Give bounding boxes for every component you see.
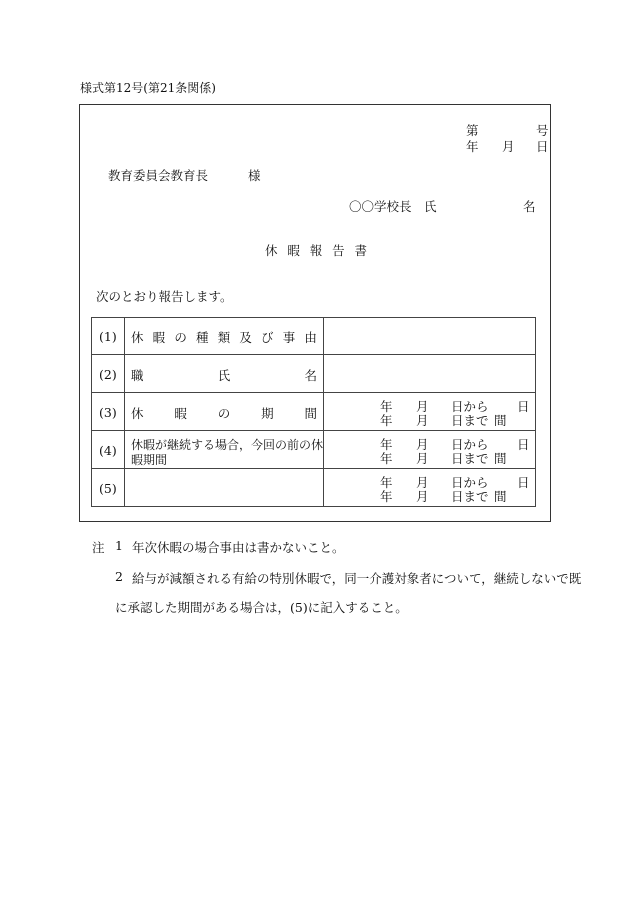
label-char: 暇 — [152, 330, 166, 345]
row-label-previous-period-line2: 暇期間 — [131, 453, 168, 467]
row-number: (5) — [99, 481, 117, 496]
label-char: 期 — [261, 406, 274, 421]
period-until: 日まで — [451, 451, 489, 466]
note-prefix: 注 — [92, 540, 105, 555]
period-day: 日 — [517, 437, 530, 452]
period-year: 年 — [380, 489, 393, 504]
period-year: 年 — [380, 451, 393, 466]
period-month: 月 — [416, 437, 429, 452]
period-month: 月 — [416, 399, 429, 414]
addressee-sama: 様 — [248, 168, 261, 183]
period-month: 月 — [416, 413, 429, 428]
row-number: (3) — [99, 405, 117, 420]
period-from: 日から — [451, 437, 489, 452]
intro-text: 次のとおり報告します。 — [96, 289, 233, 304]
sender-mei: 名 — [523, 199, 536, 214]
note-2-number: 2 — [115, 569, 123, 584]
title-char: 休 — [265, 243, 278, 258]
period-duration: 間 — [494, 489, 507, 504]
table-border-bottom — [91, 506, 536, 507]
note-2-line2: に承認した期間がある場合は，(5)に記入すること。 — [115, 600, 408, 615]
header-year: 年 — [466, 139, 479, 154]
period-month: 月 — [416, 475, 429, 490]
title-char: 報 — [309, 243, 323, 258]
label-char: 類 — [217, 330, 231, 345]
table-row-divider — [91, 354, 536, 355]
header-month: 月 — [502, 139, 515, 154]
period-year: 年 — [380, 475, 393, 490]
period-duration: 間 — [494, 451, 507, 466]
form-number: 様式第12号(第21条関係) — [80, 81, 216, 95]
label-char: 種 — [196, 330, 209, 345]
period-from: 日から — [451, 475, 489, 490]
period-month: 月 — [416, 451, 429, 466]
row-number: (2) — [99, 367, 117, 382]
row-label-leave-period — [131, 404, 317, 422]
label-char: び — [261, 330, 274, 345]
label-char: 職 — [131, 368, 144, 383]
note-1-text: 年次休暇の場合事由は書かないこと。 — [132, 540, 345, 555]
header-go: 号 — [536, 123, 549, 138]
row-number: (4) — [99, 443, 117, 458]
label-char: 由 — [304, 330, 317, 345]
row-label-previous-period-line1: 休暇が継続する場合，今回の前の休 — [131, 438, 324, 452]
period-day: 日 — [517, 399, 530, 414]
period-year: 年 — [380, 437, 393, 452]
label-char: 及 — [239, 330, 252, 345]
period-until: 日まで — [451, 489, 489, 504]
period-duration: 間 — [494, 413, 507, 428]
header-day: 日 — [536, 139, 549, 154]
table-border-left — [91, 317, 92, 507]
title-char: 暇 — [287, 243, 300, 258]
label-char: の — [174, 330, 187, 345]
label-char: 事 — [282, 330, 296, 345]
title-char: 告 — [332, 243, 345, 258]
table-row-divider — [91, 392, 536, 393]
note-2-line1: 給与が減額される有給の特別休暇で，同一介護対象者について，継続しないで既 — [132, 571, 582, 586]
document-title — [265, 241, 367, 259]
label-char: 名 — [304, 368, 317, 383]
note-1-number: 1 — [115, 538, 123, 553]
row-number: (1) — [99, 329, 117, 344]
row-label-position-name — [131, 366, 317, 384]
label-char: 間 — [304, 406, 317, 421]
table-row-divider — [91, 430, 536, 431]
table-row-divider — [91, 468, 536, 469]
row-label-leave-type-reason — [131, 328, 317, 346]
table-col-divider-1 — [124, 317, 125, 507]
label-char: 暇 — [174, 406, 187, 421]
table-border-top — [91, 317, 536, 318]
period-day: 日 — [517, 475, 530, 490]
label-char: 休 — [131, 406, 144, 421]
table-border-right — [535, 317, 536, 507]
addressee-title: 教育委員会教育長 — [108, 168, 209, 183]
label-char: 休 — [131, 330, 144, 345]
table-col-divider-2 — [323, 317, 324, 507]
header-dai: 第 — [466, 123, 479, 138]
label-char: 氏 — [217, 368, 231, 383]
period-year: 年 — [380, 399, 393, 414]
title-char: 書 — [354, 243, 367, 258]
period-month: 月 — [416, 489, 429, 504]
period-until: 日まで — [451, 413, 489, 428]
label-char: の — [217, 406, 231, 421]
period-from: 日から — [451, 399, 489, 414]
period-year: 年 — [380, 413, 393, 428]
sender-principal: 〇〇学校長 氏 — [349, 199, 437, 214]
